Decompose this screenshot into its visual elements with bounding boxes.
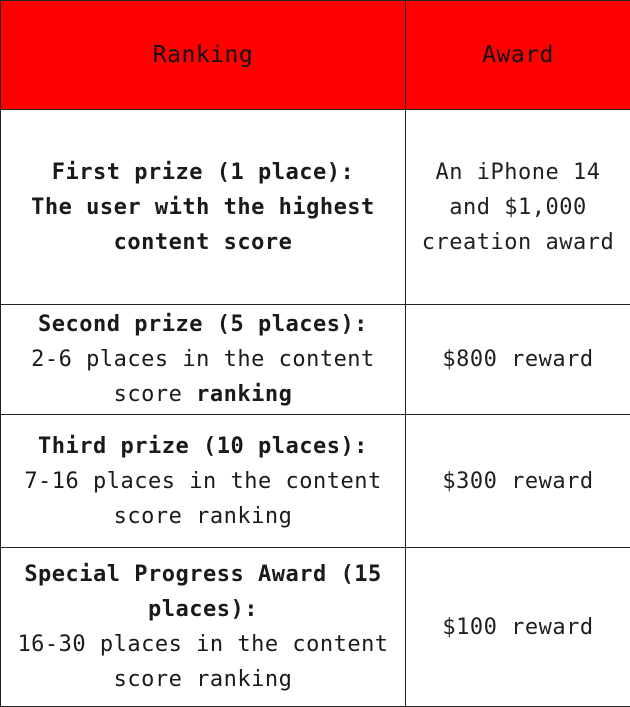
ranking-description-line: 7-16 places in the content <box>7 464 399 499</box>
ranking-cell-second <box>1 305 406 415</box>
ranking-description-line: score ranking <box>7 662 399 697</box>
ranking-title-line: content score <box>7 225 399 260</box>
award-line: An iPhone 14 <box>412 155 624 190</box>
ranking-cell-first <box>1 110 406 305</box>
ranking-title: Second prize (5 places): <box>7 307 399 342</box>
ranking-title-line: places): <box>7 592 399 627</box>
ranking-description-text: score <box>114 382 196 407</box>
ranking-description-line: 2-6 places in the content <box>7 342 399 377</box>
ranking-description-bold: ranking <box>196 382 292 407</box>
ranking-title-line: The user with the highest <box>7 190 399 225</box>
ranking-title-line: First prize (1 place): <box>7 155 399 190</box>
header-ranking: Ranking <box>1 1 406 110</box>
award-cell-second: $800 reward <box>406 305 630 415</box>
table-row-third-prize <box>1 415 630 548</box>
ranking-description-line <box>7 377 399 412</box>
award-line: creation award <box>412 225 624 260</box>
ranking-title-line: Special Progress Award (15 <box>7 557 399 592</box>
ranking-title: Third prize (10 places): <box>7 429 399 464</box>
award-cell-third: $300 reward <box>406 415 630 548</box>
award-cell-special: $100 reward <box>406 548 630 707</box>
award-line: and $1,000 <box>412 190 624 225</box>
ranking-description-line: score ranking <box>7 499 399 534</box>
ranking-cell-third <box>1 415 406 548</box>
table-row-first-prize <box>1 110 630 305</box>
header-award: Award <box>406 1 630 110</box>
ranking-description-line: 16-30 places in the content <box>7 627 399 662</box>
ranking-cell-special <box>1 548 406 707</box>
table-row-second-prize <box>1 305 630 415</box>
table-row-special-progress <box>1 548 630 707</box>
table-header-row <box>1 1 630 110</box>
award-cell-first <box>406 110 630 305</box>
